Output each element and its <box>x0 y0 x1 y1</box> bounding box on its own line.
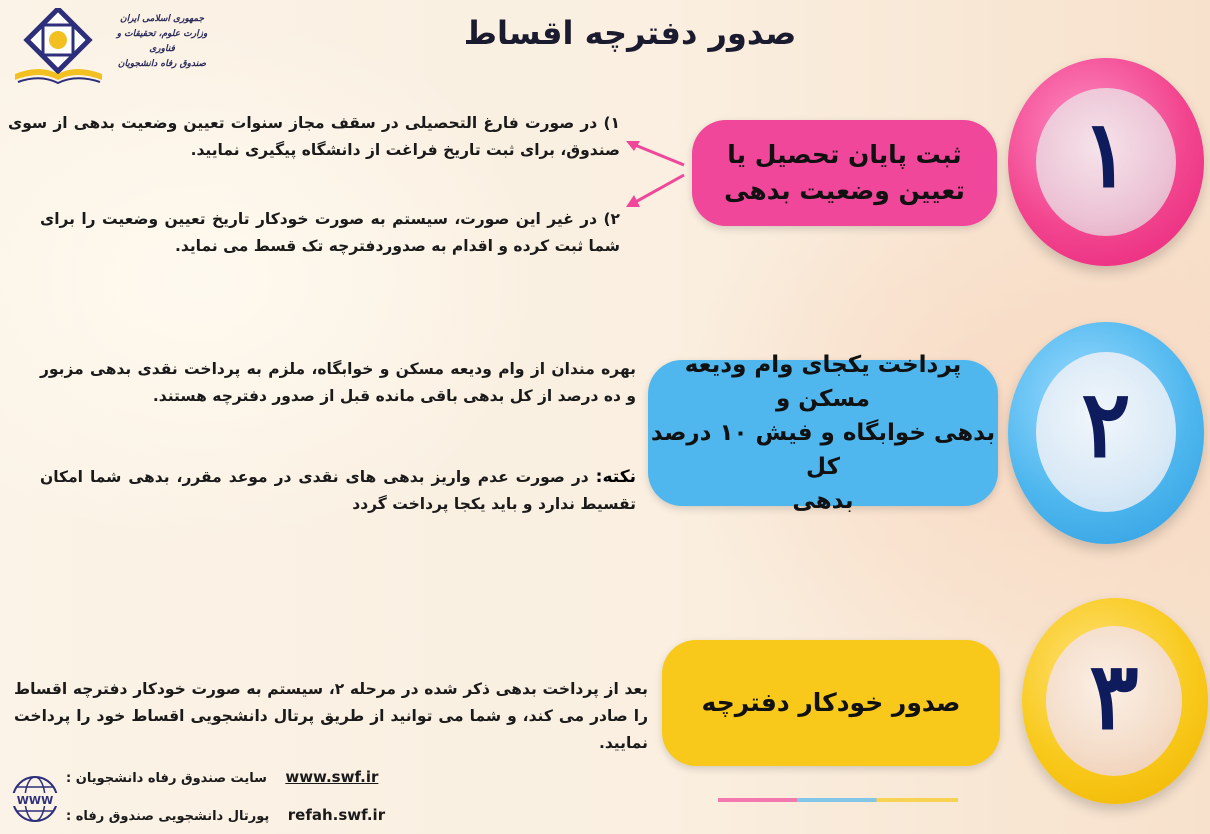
step-2-label: پرداخت یکجای وام ودیعه مسکن و بدهی خوابگاه و فیش ۱۰ درصد کل بدهی <box>648 360 998 506</box>
portal-link[interactable]: refah.swf.ir <box>287 806 386 824</box>
step-2-number: ۲ <box>1081 370 1131 478</box>
page-title: صدور دفترچه اقساط <box>463 14 797 52</box>
step-3-number: ۳ <box>1089 642 1139 750</box>
footer-portal-row <box>66 806 385 824</box>
step-3-paragraph: بعد از پرداخت بدهی ذکر شده در مرحله ۲، سیستم به صورت خودکار دفترچه اقساط را صادر می کند، و شما می توانید از طریق پرتال دانشجویی اقساط خود را پرداخت نمایید. <box>14 680 648 752</box>
step-1-paragraph-2: ۲) در غیر این صورت، سیستم به صورت خودکار تاریخ تعیین وضعیت را برای شما ثبت کرده و اقدام به صدوردفترچه تک قسط می نماید. <box>40 210 620 255</box>
logo-text: جمهوری اسلامی ایران وزارت علوم، تحقیقات و فناوری صندوق رفاه دانشجویان <box>116 14 208 69</box>
logo <box>10 8 220 86</box>
step-1-number: ۱ <box>1081 100 1131 208</box>
step-2-paragraph: بهره مندان از وام ودیعه مسکن و خوابگاه، ملزم به پرداخت نقدی بدهی مزبور و ده درصد از کل بدهی باقی مانده قبل از صدور دفترچه هستند. <box>40 360 636 405</box>
logo-emblem-icon <box>10 8 110 86</box>
portal-label: : پورتال دانشجویی صندوق رفاه <box>66 809 270 824</box>
footer-site-row <box>66 768 378 786</box>
site-label: : سایت صندوق رفاه دانشجویان <box>66 771 267 786</box>
step-1-paragraph-1: ۱) در صورت فارغ التحصیلی در سقف مجاز سنوات تعیین وضعیت بدهی از سوی صندوق، برای ثبت تاریخ فراغت از دانشگاه پیگیری نمایید. <box>8 114 620 159</box>
globe-icon <box>10 774 60 824</box>
svg-text:WWW: WWW <box>16 794 54 807</box>
step-1-label: ثبت پایان تحصیل یا تعیین وضعیت بدهی <box>692 120 997 226</box>
arrow-left-icon <box>622 135 692 215</box>
site-link[interactable]: www.swf.ir <box>285 768 379 786</box>
note-text: در صورت عدم واریز بدهی های نقدی در موعد مقرر، بدهی شما امکان تقسیط ندارد و باید یکجا پرداخت گردد <box>40 468 636 513</box>
note-label: نکته: <box>595 467 636 487</box>
step-2-note <box>40 464 636 518</box>
step-3-label: صدور خودکار دفترچه <box>662 640 1000 766</box>
decorative-bar <box>718 798 958 802</box>
